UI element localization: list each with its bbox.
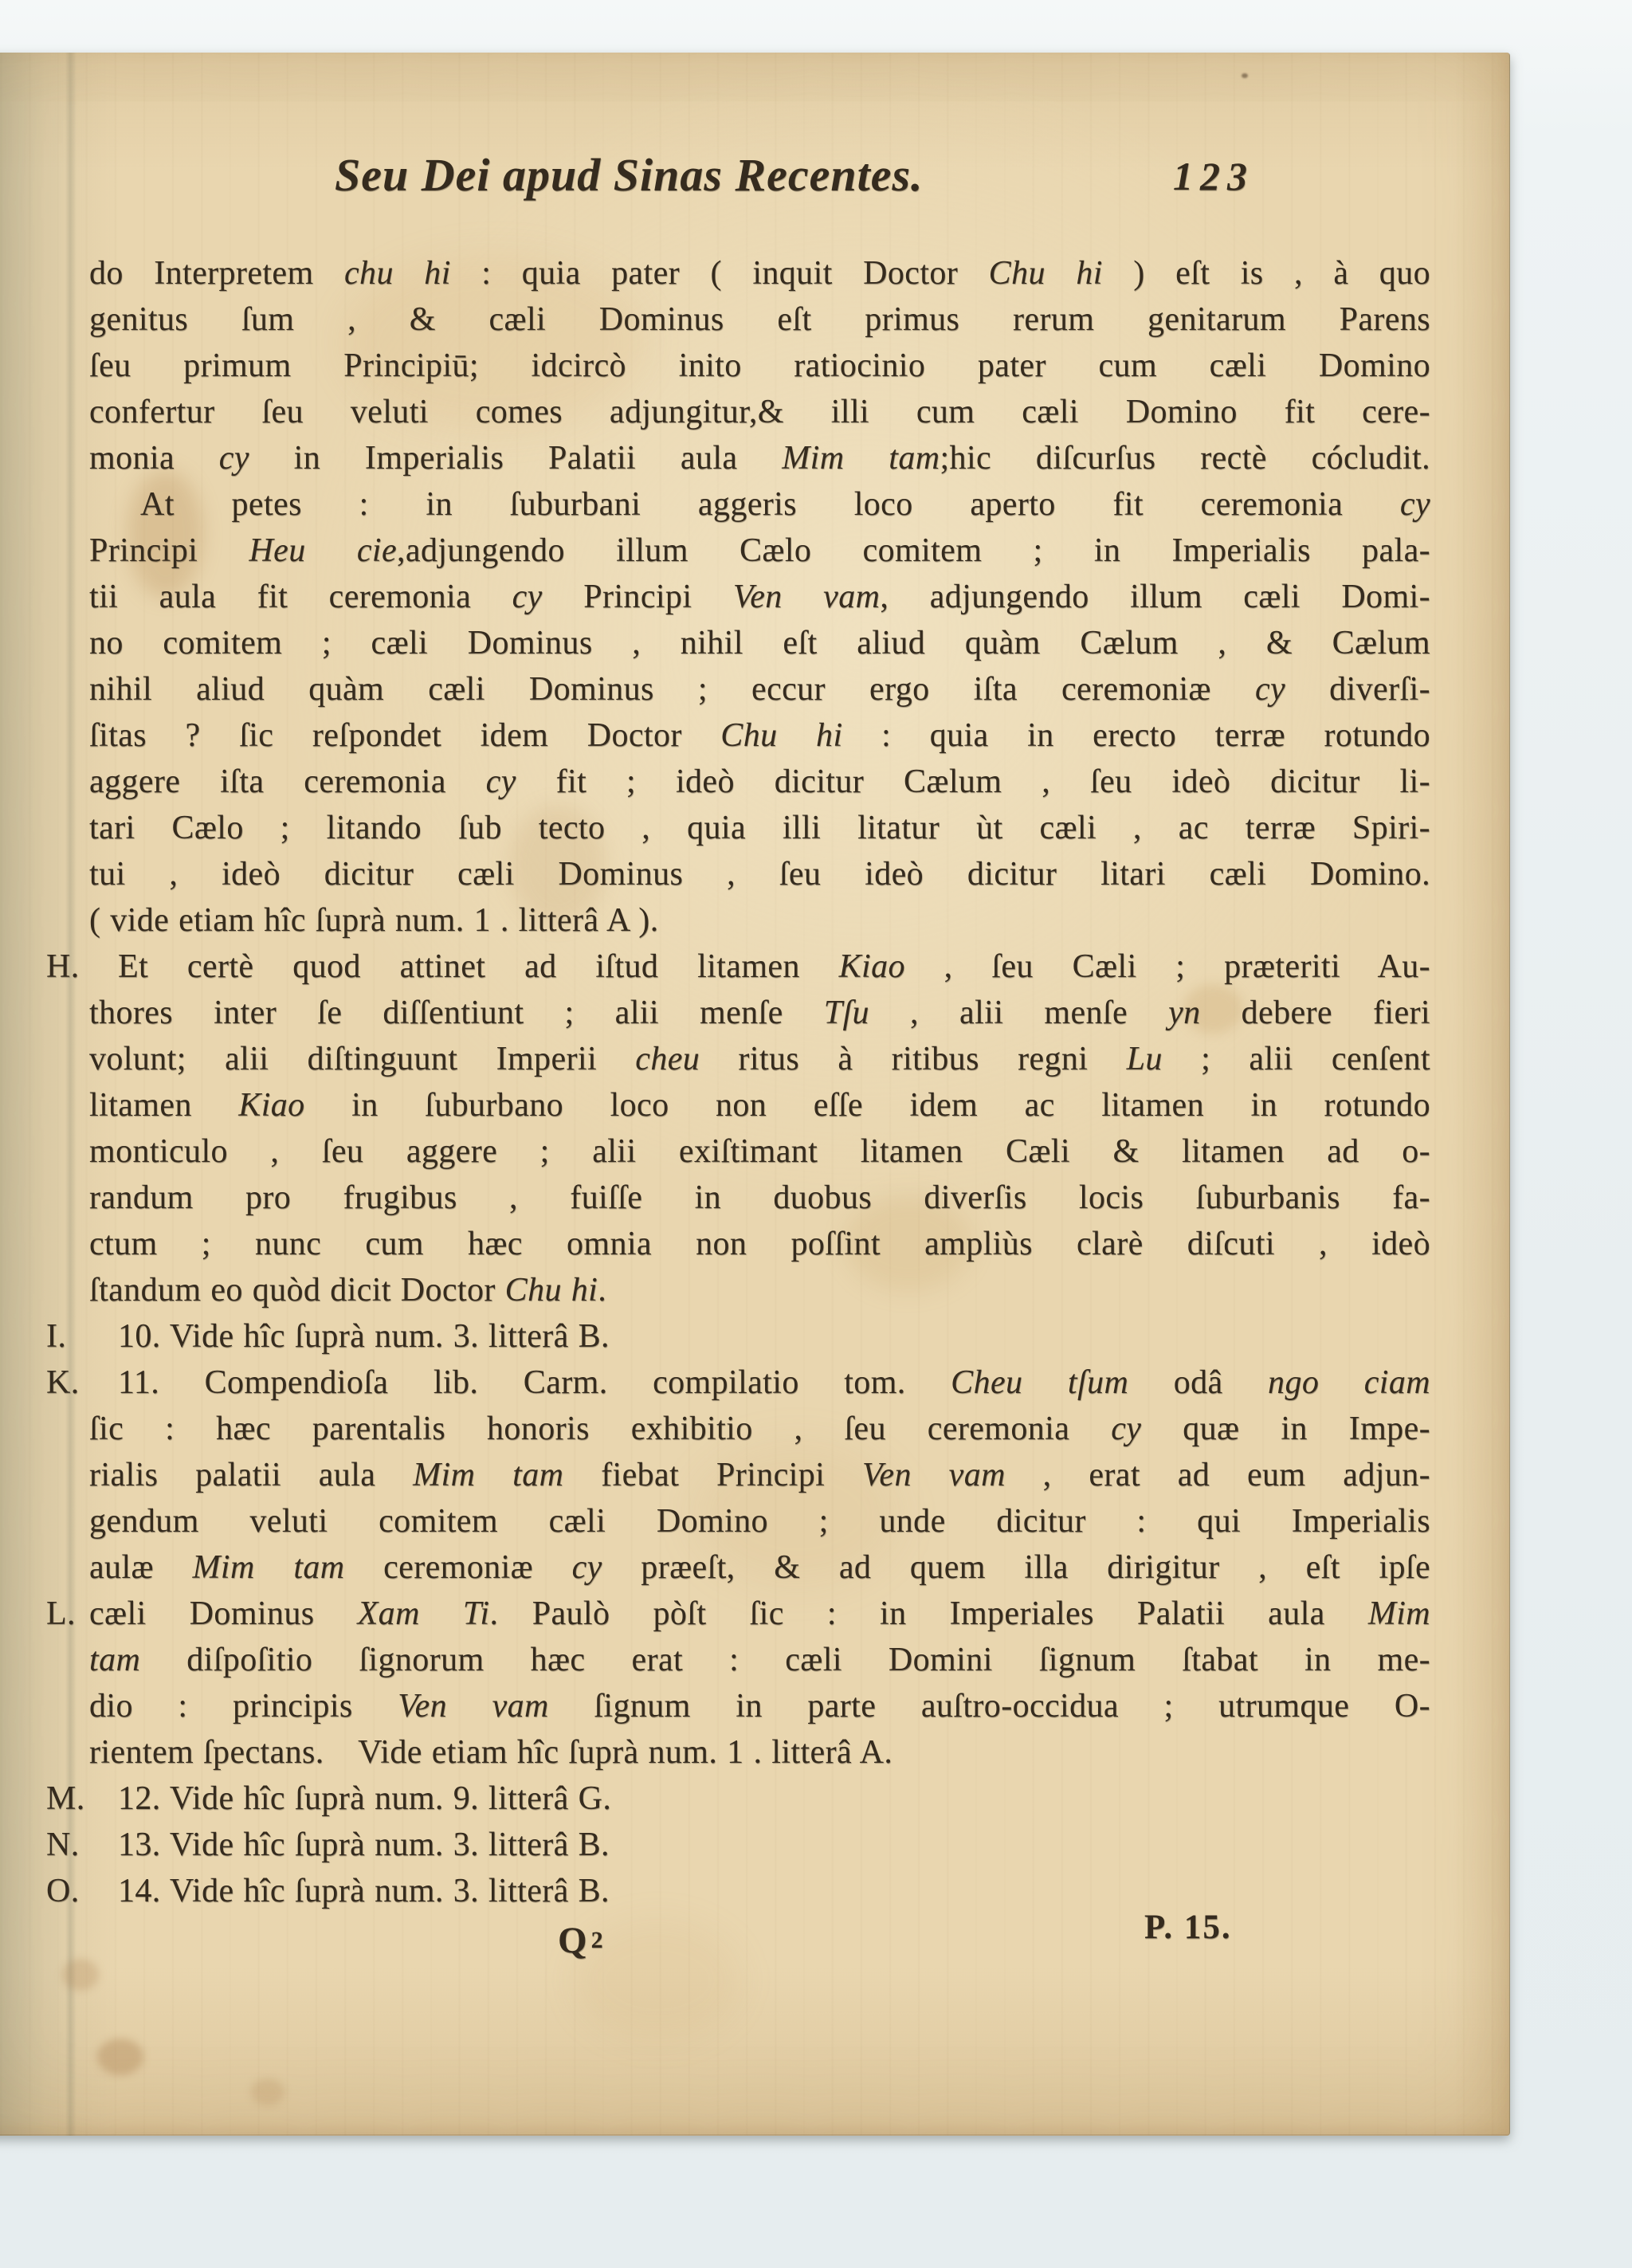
- roman-text: volunt; alii diſtinguunt Imperii: [89, 1041, 636, 1077]
- italic-text: tam: [89, 1642, 141, 1678]
- body-line: [46, 1776, 1430, 1822]
- italic-text: cheu: [635, 1041, 700, 1077]
- italic-text: chu hi: [344, 255, 451, 292]
- roman-text: ſitas ? ſic reſpondet idem Doctor: [89, 717, 721, 754]
- body-line: [46, 574, 1430, 620]
- roman-text: tui , ideò dicitur cæli Dominus , ſeu ideò dicitur litari cæli Domino.: [89, 856, 1430, 893]
- italic-text: ngo ciam: [1268, 1364, 1430, 1401]
- roman-text: rientem ſpectans. Vide etiam hîc ſuprà num. 1 . litterâ A.: [89, 1734, 893, 1771]
- roman-text: 10. Vide hîc ſuprà num. 3. litterâ B.: [118, 1318, 610, 1355]
- roman-text: 12. Vide hîc ſuprà num. 9. litterâ G.: [118, 1780, 612, 1817]
- margin-letter: N.: [46, 1827, 80, 1863]
- roman-text: ſeu primum Principiū; idcircò inito ratiocinio pater cum cæli Domino: [89, 347, 1430, 384]
- roman-text: aggere iſta ceremonia: [89, 763, 486, 800]
- roman-text: fiebat Principi: [563, 1457, 862, 1493]
- roman-text: Et certè quod attinet ad iſtud litamen: [118, 948, 839, 985]
- roman-text: , erat ad eum adjun-: [1005, 1457, 1431, 1493]
- italic-text: Kiao: [838, 948, 905, 985]
- roman-text: ( vide etiam hîc ſuprà num. 1 . litterâ A ).: [89, 902, 659, 939]
- italic-text: cy: [1254, 671, 1286, 708]
- italic-text: cy: [1111, 1411, 1142, 1447]
- roman-text: Principi: [542, 579, 733, 615]
- body-line: [46, 435, 1430, 481]
- roman-text: dio : principis: [89, 1688, 398, 1725]
- roman-text: , adjungendo illum cæli Domi-: [880, 579, 1430, 615]
- margin-letter: L.: [46, 1595, 76, 1632]
- margin-letter: O.: [46, 1873, 80, 1909]
- roman-text: ) eſt is , à quo: [1102, 255, 1431, 292]
- italic-text: Lu: [1126, 1041, 1163, 1077]
- roman-text: in Imperialis Palatii aula: [249, 440, 783, 477]
- italic-text: Ven vam: [398, 1688, 549, 1725]
- roman-text: gendum veluti comitem cæli Domino ; unde dicitur : qui Imperialis: [89, 1503, 1430, 1540]
- body-line: [46, 851, 1430, 897]
- body-line: [46, 805, 1430, 851]
- roman-text: odâ: [1128, 1364, 1269, 1401]
- italic-text: Xam Ti: [357, 1595, 490, 1632]
- roman-text: ſignum in parte auſtro-occidua ; utrumque O-: [548, 1688, 1430, 1725]
- italic-text: Ven vam: [862, 1457, 1006, 1493]
- roman-text: præeſt, & ad quem illa dirigitur , eſt ipſe: [602, 1549, 1430, 1586]
- running-title: Seu Dei apud Sinas Recentes.: [335, 149, 924, 201]
- body-line: [46, 250, 1430, 296]
- roman-text: fit ; ideò dicitur Cælum , ſeu ideò dicitur li-: [516, 763, 1430, 800]
- italic-text: cy: [512, 579, 543, 615]
- body-line: [46, 666, 1430, 712]
- roman-text: cæli Dominus: [89, 1595, 358, 1632]
- body-line: [46, 528, 1430, 574]
- body-line: [46, 1082, 1430, 1128]
- italic-text: cy: [571, 1549, 602, 1586]
- roman-text: thores inter ſe diſſentiunt ; alii menſe: [89, 995, 824, 1031]
- roman-text: diverſi-: [1285, 671, 1430, 708]
- page-number: 123: [1173, 154, 1254, 198]
- roman-text: 13. Vide hîc ſuprà num. 3. litterâ B.: [118, 1827, 610, 1863]
- body-line: [46, 343, 1430, 389]
- italic-text: Chu hi: [720, 717, 843, 754]
- signature-number: 2: [590, 1927, 603, 1953]
- roman-text: ctum ; nunc cum hæc omnia non poſſint ampliùs clarè diſcuti , ideò: [89, 1226, 1430, 1262]
- body-line: [46, 389, 1430, 435]
- roman-text: do Interpretem: [89, 255, 344, 292]
- body-line: [46, 1637, 1430, 1683]
- body-line: [46, 1498, 1430, 1544]
- roman-text: ,adjungendo illum Cælo comitem ; in Imperialis pala-: [397, 532, 1430, 569]
- italic-text: Chu hi: [504, 1272, 598, 1309]
- body-line: [46, 1313, 1430, 1360]
- body-line: [46, 1591, 1430, 1637]
- roman-text: genitus ſum , & cæli Dominus eſt primus rerum genitarum Parens: [89, 301, 1430, 338]
- roman-text: ceremoniæ: [344, 1549, 572, 1586]
- roman-text: .: [598, 1272, 607, 1309]
- roman-text: , ſeu Cæli ; præteriti Au-: [904, 948, 1430, 985]
- margin-letter: M.: [46, 1780, 85, 1817]
- italic-text: Mim tam: [192, 1549, 345, 1586]
- italic-text: Mim: [1367, 1595, 1430, 1632]
- body-line: [46, 712, 1430, 759]
- catchword: P. 15.: [1144, 1909, 1232, 1946]
- italic-text: yn: [1168, 995, 1201, 1031]
- body-line: [46, 1822, 1430, 1868]
- roman-text: monticulo , ſeu aggere ; alii exiſtimant litamen Cæli & litamen ad o-: [89, 1133, 1430, 1170]
- italic-text: Chu hi: [988, 255, 1103, 292]
- body-line: [46, 1360, 1430, 1406]
- body-line: [46, 990, 1430, 1036]
- roman-text: , alii menſe: [869, 995, 1169, 1031]
- body-line: [46, 620, 1430, 666]
- body-line: [46, 1406, 1430, 1452]
- roman-text: rialis palatii aula: [89, 1457, 414, 1493]
- roman-text: . Paulò pòſt ſic : in Imperiales Palatii aula: [489, 1595, 1368, 1632]
- roman-text: At petes : in ſuburbani aggeris loco aperto fit ceremonia: [140, 486, 1400, 523]
- italic-text: Tſu: [823, 995, 869, 1031]
- margin-letter: H.: [46, 948, 80, 985]
- signature-letter: Q: [558, 1920, 587, 1961]
- body-line: [46, 897, 1430, 944]
- body-line: [46, 481, 1430, 528]
- roman-text: ſtandum eo quòd dicit Doctor: [89, 1272, 505, 1309]
- roman-text: debere fieri: [1200, 995, 1430, 1031]
- italic-text: cy: [485, 763, 516, 800]
- signature-mark: [558, 1919, 603, 1962]
- roman-text: diſpoſitio ſignorum hæc erat : cæli Domini ſignum ſtabat in me-: [140, 1642, 1430, 1678]
- roman-text: Principi: [89, 532, 249, 569]
- italic-text: Mim tam: [413, 1457, 564, 1493]
- roman-text: quæ in Impe-: [1141, 1411, 1430, 1447]
- text-block: [46, 250, 1430, 1914]
- body-line: [46, 1267, 1430, 1313]
- roman-text: in ſuburbano loco non eſſe idem ac litamen in rotundo: [304, 1087, 1430, 1124]
- roman-text: ritus à ritibus regni: [700, 1041, 1127, 1077]
- italic-text: cy: [218, 440, 249, 477]
- body-line: [46, 944, 1430, 990]
- body-line: [46, 1452, 1430, 1498]
- roman-text: tari Cælo ; litando ſub tecto , quia illi litatur ùt cæli , ac terræ Spiri-: [89, 810, 1430, 846]
- body-line: [46, 296, 1430, 343]
- body-line: [46, 759, 1430, 805]
- italic-text: Ven vam: [732, 579, 881, 615]
- roman-text: randum pro frugibus , fuiſſe in duobus diverſis locis ſuburbanis fa-: [89, 1179, 1430, 1216]
- body-line: [46, 1128, 1430, 1175]
- italic-text: Cheu tſum: [951, 1364, 1129, 1401]
- margin-letter: K.: [46, 1364, 80, 1401]
- roman-text: confertur ſeu veluti comes adjungitur,& illi cum cæli Domino fit cere-: [89, 394, 1430, 430]
- body-line: [46, 1729, 1430, 1776]
- body-line: [46, 1175, 1430, 1221]
- roman-text: nihil aliud quàm cæli Dominus ; eccur ergo iſta ceremoniæ: [89, 671, 1255, 708]
- roman-text: 14. Vide hîc ſuprà num. 3. litterâ B.: [118, 1873, 610, 1909]
- roman-text: : quia in erecto terræ rotundo: [842, 717, 1430, 754]
- body-line: [46, 1683, 1430, 1729]
- roman-text: : quia pater ( inquit Doctor: [450, 255, 989, 292]
- italic-text: Kiao: [238, 1087, 305, 1124]
- body-line: [46, 1036, 1430, 1082]
- roman-text: 11. Compendioſa lib. Carm. compilatio tom.: [118, 1364, 951, 1401]
- roman-text: monia: [89, 440, 219, 477]
- roman-text: aulæ: [89, 1549, 193, 1586]
- roman-text: tii aula fit ceremonia: [89, 579, 512, 615]
- body-line: [46, 1544, 1430, 1591]
- italic-text: Mim tam: [782, 440, 940, 477]
- italic-text: Heu cie: [249, 532, 397, 569]
- roman-text: litamen: [89, 1087, 239, 1124]
- italic-text: cy: [1399, 486, 1430, 523]
- margin-letter: I.: [46, 1318, 67, 1355]
- roman-text: ; alii cenſent: [1162, 1041, 1430, 1077]
- body-line: [46, 1221, 1430, 1267]
- roman-text: ſic : hæc parentalis honoris exhibitio , ſeu ceremonia: [89, 1411, 1112, 1447]
- roman-text: no comitem ; cæli Dominus , nihil eſt aliud quàm Cælum , & Cælum: [89, 625, 1430, 661]
- roman-text: ;hic diſcurſus rectè cócludit.: [940, 440, 1430, 477]
